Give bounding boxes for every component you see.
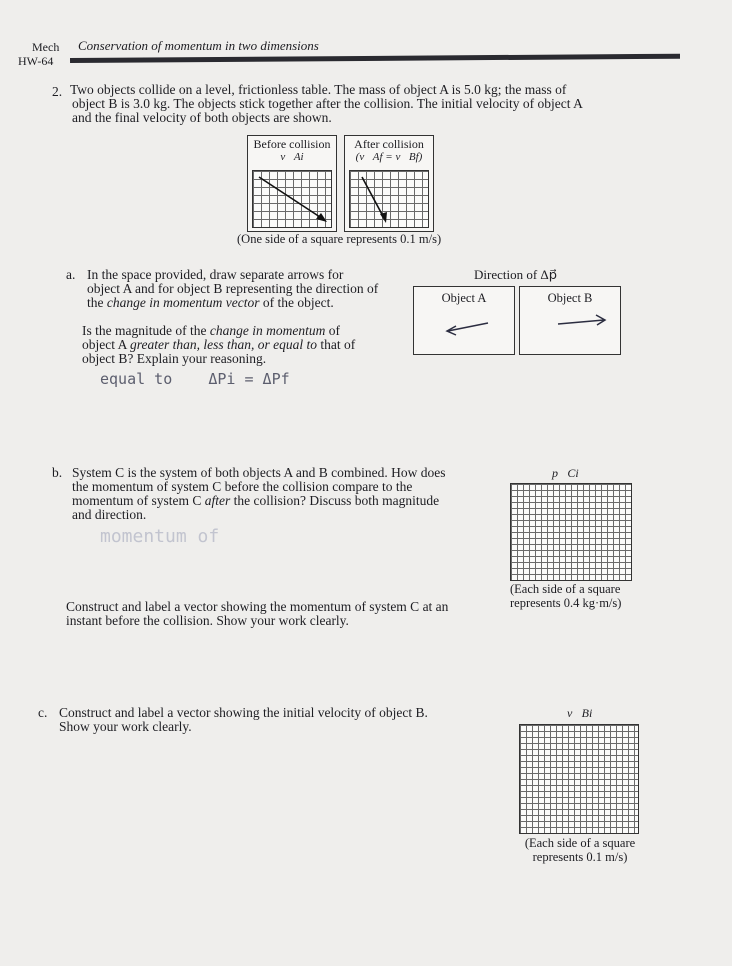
part-c-instructions — [59, 706, 499, 734]
part-a-question-2 — [82, 338, 412, 352]
problem-line-2: object B is 3.0 kg. The objects stick together after the collision. The initial velocity of object A — [72, 96, 583, 111]
part-b-construct — [66, 600, 506, 628]
q2-emph: greater than, less than, or equal to — [130, 337, 317, 352]
before-collision-panel — [247, 135, 337, 232]
part-a-line-1: In the space provided, draw separate arrows for — [87, 267, 344, 282]
worksheet-title: Conservation of momentum in two dimensions — [78, 38, 319, 53]
part-a-line-3-start: the — [87, 295, 107, 310]
velocity-b-grid[interactable] — [519, 724, 639, 834]
velocity-scale-note: (One side of a square represents 0.1 m/s) — [237, 232, 442, 246]
after-collision-title: After collision — [354, 137, 424, 151]
momentum-grid[interactable] — [510, 483, 632, 581]
part-c-line-2: Show your work clearly. — [59, 719, 192, 734]
part-b-construct-line-1: Construct and label a vector showing the momentum of system C at an — [66, 599, 449, 614]
after-collision-panel — [344, 135, 434, 232]
part-c-line-1: Construct and label a vector showing the initial velocity of object B. — [59, 705, 428, 720]
q1-end: of — [325, 323, 340, 338]
problem-line-3: and the final velocity of both objects are shown. — [72, 110, 332, 125]
part-b-line-4: and direction. — [72, 507, 147, 522]
problem-line-1: Two objects collide on a level, frictionless table. The mass of object A is 5.0 kg; the mass of — [70, 82, 567, 97]
part-a-line-3-end: of the object. — [259, 295, 334, 310]
object-b-dp-arrow — [520, 309, 620, 339]
part-b-line-3-emph: after — [204, 493, 231, 508]
course-label — [18, 40, 60, 68]
velocity-scale-line-1: (Each side of a square — [524, 836, 636, 850]
velocity-a-initial-arrow — [253, 171, 331, 227]
part-b-line-1: System C is the system of both objects A and B combined. How does — [72, 465, 446, 480]
object-b-answer-box[interactable] — [519, 286, 621, 355]
homework-number: HW-64 — [18, 54, 54, 68]
q1-emph: change in momentum — [209, 323, 326, 338]
header-rule — [70, 54, 680, 63]
part-b-line-3-end: the collision? Discuss both magnitude — [230, 493, 440, 508]
object-a-label: Object A — [441, 291, 487, 305]
velocity-grid-label: v⃗Bi — [567, 706, 593, 720]
problem-number: 2. — [52, 84, 63, 99]
problem-statement — [72, 83, 632, 125]
object-b-label: Object B — [547, 291, 593, 305]
part-b-line-3 — [72, 494, 502, 508]
part-b-line-2: the momentum of system C before the collision compare to the — [72, 479, 413, 494]
after-collision-grid — [349, 170, 429, 228]
before-collision-grid — [252, 170, 332, 228]
velocity-final-arrow — [350, 171, 428, 227]
part-b-faint-handwriting: momentum of — [100, 526, 220, 547]
before-velocity-label: v⃗Ai — [280, 151, 304, 163]
momentum-scale-line-2: represents 0.4 kg·m/s) — [510, 596, 622, 610]
part-c-label: c. — [38, 705, 48, 720]
part-a-label: a. — [66, 267, 76, 282]
part-a-line-3-emph: change in momentum vector — [106, 295, 260, 310]
direction-of-dp-title: Direction of Δp⃗ — [474, 267, 558, 282]
part-a-instructions — [87, 268, 417, 310]
velocity-scale-line-2: represents 0.1 m/s) — [532, 850, 628, 864]
part-b-construct-line-2: instant before the collision. Show your work clearly. — [66, 613, 349, 628]
part-a-question-3: object B? Explain your reasoning. — [82, 351, 267, 366]
part-a-question-1 — [82, 324, 412, 338]
q1-start: Is the magnitude of the — [82, 323, 210, 338]
momentum-grid-label: p⃗Ci — [552, 466, 579, 480]
object-a-answer-box[interactable] — [413, 286, 515, 355]
momentum-scale-note — [510, 582, 621, 610]
part-b-line-3-start: momentum of system C — [72, 493, 205, 508]
after-velocity-label: (v⃗Af = v⃗Bf) — [355, 151, 423, 163]
q2-start: object A — [82, 337, 130, 352]
q2-end: that of — [317, 337, 356, 352]
velocity-scale-note — [518, 836, 642, 864]
part-a-line-2: object A and for object B representing the direction of — [87, 281, 379, 296]
part-b-instructions — [72, 466, 502, 522]
part-b-label: b. — [52, 465, 63, 480]
object-a-dp-arrow — [414, 315, 514, 345]
part-a-handwritten-answer: equal to ΔPi = ΔPf — [100, 370, 290, 388]
part-a-line-3 — [87, 296, 417, 310]
momentum-scale-line-1: (Each side of a square — [510, 582, 621, 596]
course-name: Mech — [32, 40, 60, 54]
before-collision-title: Before collision — [253, 137, 331, 151]
part-a-question — [82, 324, 412, 366]
